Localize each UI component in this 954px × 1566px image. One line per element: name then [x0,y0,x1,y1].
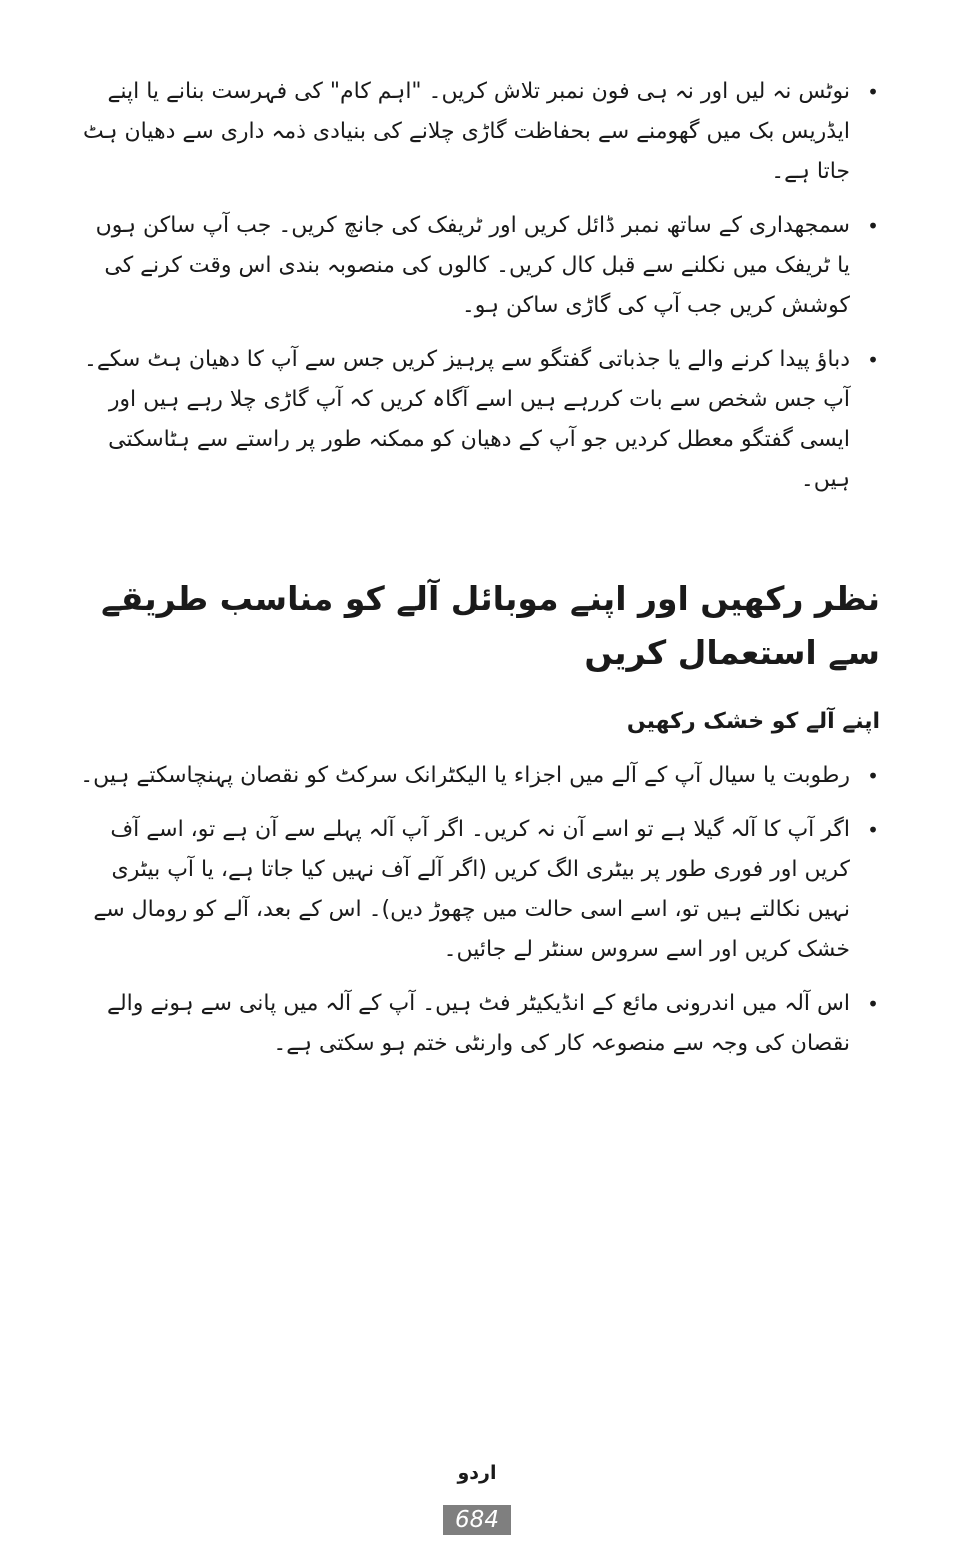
bullet-text: سمجھداری کے ساتھ نمبر ڈائل کریں اور ٹریفک کی جانچ کریں۔ جب آپ ساکن ہوں یا ٹریفک میں نکلنے سے قبل کال کریں۔ کالوں کی منصوبہ بندی اس وقت کرنے کی کوشش کریں جب آپ کی گاڑی ساکن ہو۔ [95,213,850,318]
section-subheading: اپنے آلے کو خشک رکھیں [626,709,880,734]
bullet-text: نوٹس نہ لیں اور نہ ہی فون نمبر تلاش کریں۔ "اہم کام" کی فہرست بنانے یا اپنے ایڈریس بک میں گھومنے سے بحفاظت گاڑی چلانے کی بنیادی ذمہ داری سے دھیان ہٹ جاتا ہے۔ [83,79,850,184]
bullet-icon: • [867,80,879,104]
safety-bullet-list [78,72,886,514]
bullet-text: اس آلہ میں اندرونی مائع کے انڈیکیٹر فٹ ہیں۔ آپ کے آلہ میں پانی سے ہونے والے نقصان کی وجہ سے منصوعہ کار کی وارنٹی ختم ہو سکتی ہے۔ [107,991,850,1056]
list-item [78,340,886,500]
footer-language: اردو [457,1462,497,1484]
device-care-bullet-list [78,756,886,1078]
page-number: 684 [443,1505,511,1535]
list-item [78,756,886,796]
list-item [78,810,886,970]
bullet-icon: • [867,764,879,788]
bullet-text: اگر آپ کا آلہ گیلا ہے تو اسے آن نہ کریں۔ اگر آپ آلہ پہلے سے آن ہے تو، اسے آف کریں اور فوری طور پر بیٹری الگ کریں (اگر آلے آف نہیں کیا جاتا ہے، یا آپ بیٹری نہیں نکالتے ہیں تو، اسے اسی حالت میں چھوڑ دیں)۔ اس کے بعد، آلے کو رومال سے خشک کریں اور اسے سروس سنٹر لے جائیں۔ [93,817,850,962]
list-item [78,984,886,1064]
list-item [78,72,886,192]
bullet-icon: • [867,992,879,1016]
bullet-text: رطوبت یا سیال آپ کے آلے میں اجزاء یا الیکٹرانک سرکٹ کو نقصان پہنچاسکتے ہیں۔ [80,763,850,788]
bullet-icon: • [867,214,879,238]
bullet-icon: • [867,818,879,842]
bullet-icon: • [867,348,879,372]
section-heading: نظر رکھیں اور اپنے موبائل آلے کو مناسب طریقے سے استعمال کریں [101,579,880,672]
bullet-text: دباؤ پیدا کرنے والے یا جذباتی گفتگو سے پرہیز کریں جس سے آپ کا دھیان ہٹ سکے۔ آپ جس شخص سے بات کررہے ہیں اسے آگاہ کریں کہ آپ گاڑی چلا رہے ہیں اور ایسی گفتگو معطل کردیں جو آپ کے دھیان کو ممکنہ طور پر راستے سے ہٹاسکتی ہیں۔ [84,347,850,492]
list-item [78,206,886,326]
